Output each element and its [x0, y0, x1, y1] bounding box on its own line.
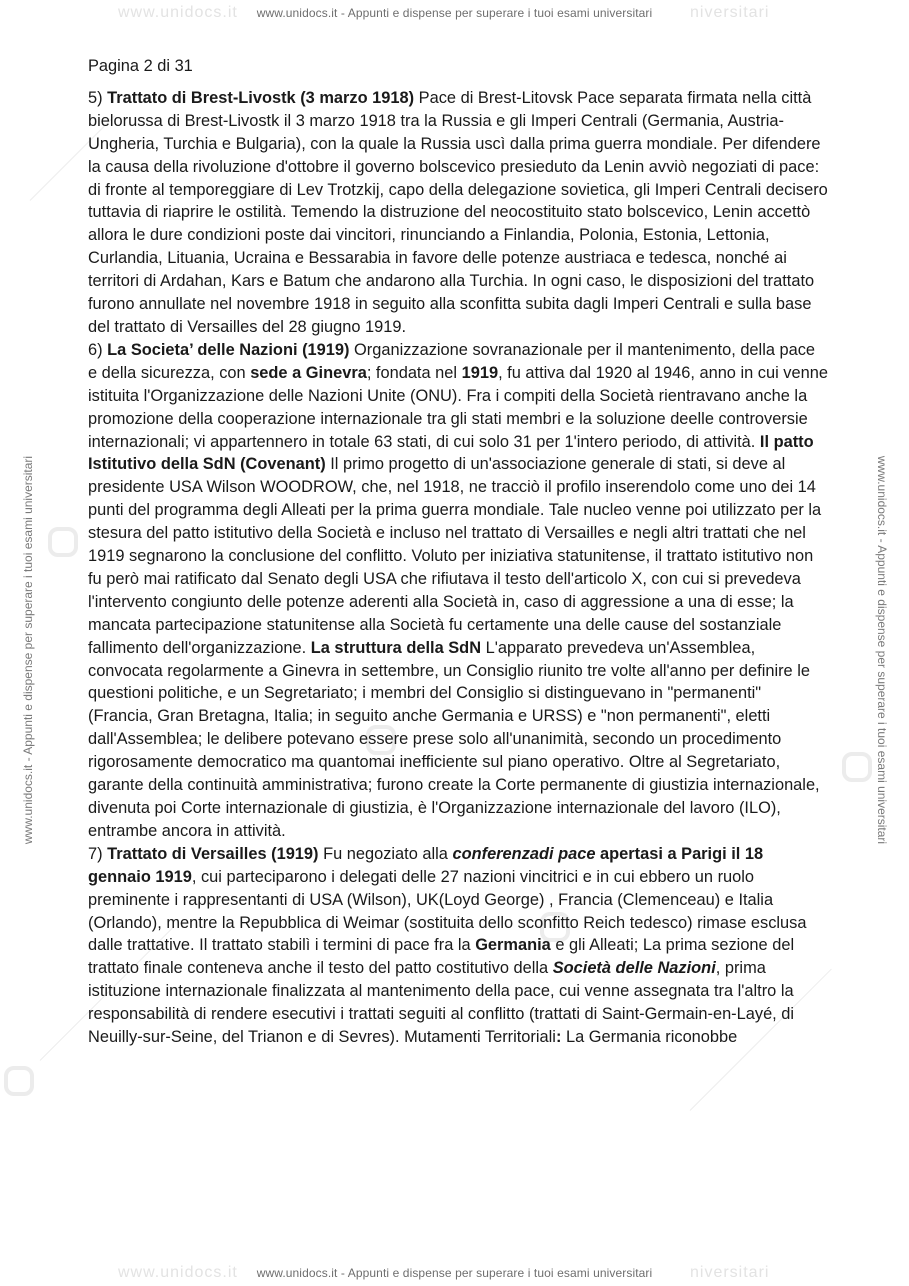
bold-italic-phrase: Società delle Nazioni	[552, 959, 716, 978]
section-heading: Trattato di Brest-Livostk (3 marzo 1918)	[107, 88, 415, 107]
faint-watermark-top: www.unidocs.it	[118, 4, 238, 21]
page-number: Pagina 2 di 31	[88, 57, 193, 75]
section-5	[88, 87, 828, 339]
section-text: e gli Alleati; La prima sezione del trattato finale conteneva anche il testo del patto costitutivo della	[88, 936, 795, 978]
unidocs-logo-icon	[4, 1066, 34, 1096]
bold-phrase: Germania	[475, 936, 551, 955]
watermark-right: www.unidocs.it - Appunti e dispense per superare i tuoi esami universitari	[875, 455, 889, 845]
section-text: , prima istituzione internazionale finalizzata al mantenimento della pace, cui venne assegnata tra l'altro la responsabilità di rendere esecutivi i trattati seguiti al conflitto (trattati di Saint-Germain-en-Layé, di Neuilly-sur-Seine, del Trianon e di Sevres). Mutamenti Territoriali	[88, 959, 795, 1047]
section-text: , fu attiva dal 1920 al 1946, anno in cui venne istituita l'Organizzazione delle Nazioni Unite (ONU). Fra i compiti della Società rientravano anche la promozione della cooperazione internazionale tra gli stati membri e la soluzione deelle controversie internazionali; vi appartennero in totale 63 stati, di cui solo 31 per 1'intero periodo, di attività.	[88, 363, 828, 451]
section-text: L'apparato prevedeva un'Assemblea, convocata regolarmente a Ginevra in settembre, un Consiglio riunito tre volte all'anno per definire le questioni politiche, e un Segretariato; i membri del Consiglio si distinguevano in "permanenti" (Francia, Gran Bretagna, Italia; in seguito anche Germania e URSS) e "non permanenti", eletti dall'Assemblea; le delibere potevano essere prese solo all'unanimità, secondo un procedimento rigorosamente democratico ma quantomai inefficiente sul piano operativo. Oltre al Segretariato, garante della continuità amministrativa; furono create la Corte permanente di giustizia internazionale, divenuta poi Corte internazionale di giustizia, è l'Organizzazione internazionale del lavoro (ILO), entrambe ancora in attività.	[88, 638, 820, 840]
section-text: Pace di Brest-Litovsk Pace separata firmata nella città bielorussa di Brest-Livostk il 3 marzo 1918 tra la Russia e gli Imperi Centrali (Germania, Austria-Ungheria, Turchia e Bulgaria), con la quale la Russia uscì dalla prima guerra mondiale. Per difendere la causa della rivoluzione d'ottobre il governo bolscevico presieduto da Lenin avviò negoziati di pace: di fronte al temporeggiare di Lev Trotzkij, capo della delegazione sovietica, gli Imperi Centrali decisero tuttavia di riaprire le ostilità. Temendo la distruzione del neocostituito stato bolscevico, Lenin accettò allora le dure condizioni poste dai vincitori, rinunciando a Finlandia, Polonia, Estonia, Lettonia, Curlandia, Lituania, Ucraina e Bessarabia in favore delle potenze austriaca e tedesca, nonché ai territori di Ardahan, Kars e Batum che andarono alla Turchia. In ogni caso, le disposizioni del trattato furono annullate nel novembre 1918 in seguito alla sconfitta subita dagli Imperi Centrali e sulla base del trattato di Versailles del 28 giugno 1919.	[88, 88, 828, 336]
subheading: La struttura della SdN	[310, 638, 482, 657]
watermark-bottom: www.unidocs.it - Appunti e dispense per superare i tuoi esami universitari	[256, 1266, 653, 1280]
section-number: 7)	[88, 844, 103, 863]
section-7	[88, 843, 828, 1049]
faint-watermark-bottom: www.unidocs.it	[118, 1264, 238, 1281]
watermark-top: www.unidocs.it - Appunti e dispense per superare i tuoi esami universitari	[256, 6, 653, 20]
faint-watermark-top-right: niversitari	[690, 4, 770, 21]
section-number: 6)	[88, 340, 103, 359]
section-text: Organizzazione sovranazionale per il mantenimento, della pace e della sicurezza, con	[88, 340, 816, 382]
bold-phrase: apertasi a Parigi il 18 gennaio 1919	[88, 844, 764, 886]
bold-phrase: 1919	[461, 363, 499, 382]
watermark-left: www.unidocs.it - Appunti e dispense per superare i tuoi esami universitari	[21, 455, 35, 845]
section-text: La Germania riconobbe	[565, 1028, 738, 1047]
section-6	[88, 339, 828, 843]
unidocs-logo-icon	[842, 752, 872, 782]
section-number: 5)	[88, 88, 103, 107]
unidocs-logo-icon	[48, 527, 78, 557]
faint-watermark-bottom-right: niversitari	[690, 1264, 770, 1281]
section-text: , cui parteciparono i delegati delle 27 nazioni vincitrici e in cui ebbero un ruolo preminente i rappresentanti di USA (Wilson), UK(Loyd George) , Francia (Clemenceau) e Italia (Orlando), mentre la Repubblica di Weimar (sostituita dello sconfitto Reich tedesco) rimase esclusa dalle trattative. Il trattato stabilì i termini di pace fra la	[88, 867, 807, 955]
section-heading: La Societa’ delle Nazioni (1919)	[107, 340, 350, 359]
bold-phrase: sede a Ginevra	[250, 363, 367, 382]
document-body	[88, 55, 828, 1049]
section-text: Fu negoziato alla	[323, 844, 448, 863]
bold-phrase: :	[555, 1028, 562, 1047]
section-text: Il primo progetto di un'associazione generale di stati, si deve al presidente USA Wilson WOODROW, che, nel 1918, ne tracciò il profilo inserendolo come uno dei 14 punti del programma degli Alleati per la prima guerra mondiale. Tale nucleo venne poi utilizzato per la stesura del patto istitutivo della Società e incluso nel trattato di Versailles e negli altri trattati che nel 1919 segnarono la conclusione del conflitto. Voluto per iniziativa statunitense, il trattato istitutivo non fu però mai ratificato dal Senato degli USA che rifiutava il testo dell'articolo X, con cui si prevedeva l'intervento congiunto delle potenze aderenti alla Società in, caso di aggressione a una di esse; la mancata partecipazione statunitense alla Società fu certamente una delle cause del sostanziale fallimento dell'organizzazione.	[88, 455, 822, 657]
section-text: ; fondata nel	[366, 363, 458, 382]
subheading: Il patto Istitutivo della SdN (Covenant)	[88, 432, 814, 474]
bold-italic-phrase: conferenzadi pace	[452, 844, 596, 863]
section-heading: Trattato di Versailles (1919)	[107, 844, 319, 863]
